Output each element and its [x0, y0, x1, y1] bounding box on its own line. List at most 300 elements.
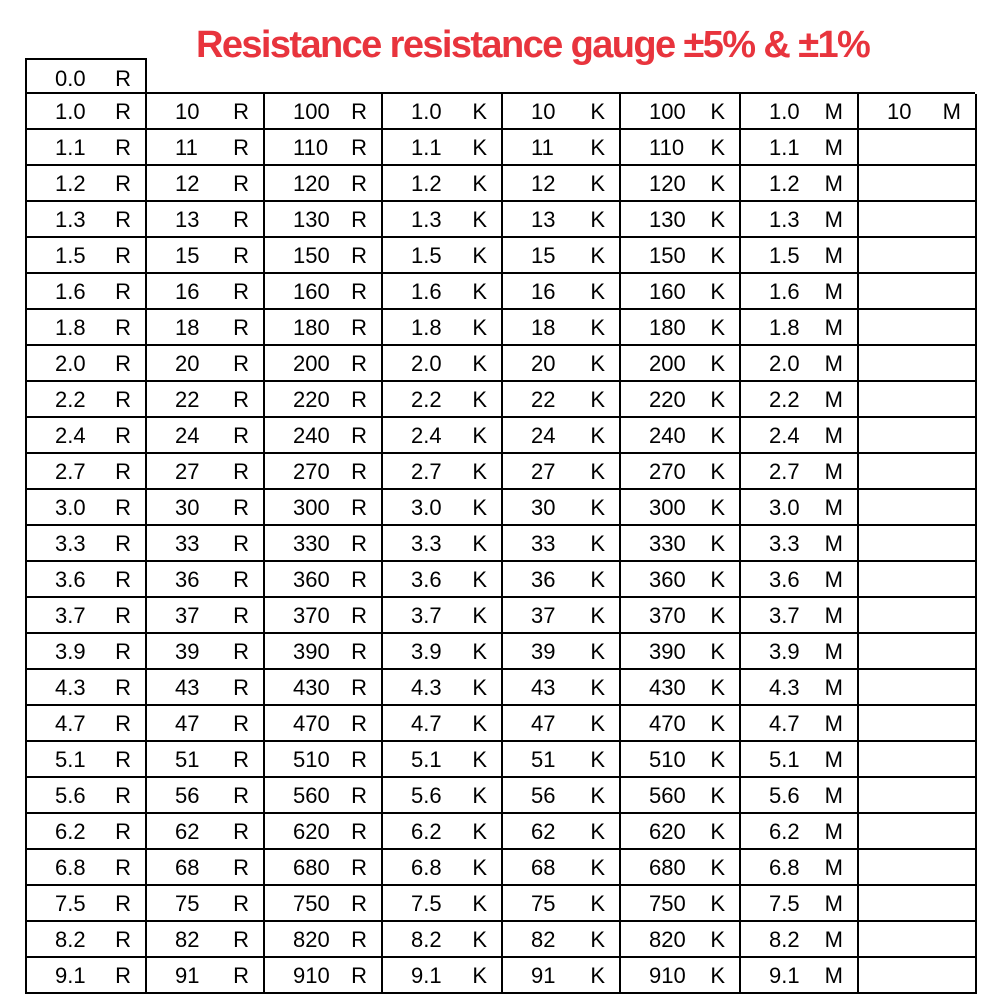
table-cell — [27, 166, 147, 202]
table-cell — [27, 958, 147, 994]
table-cell — [741, 922, 859, 958]
cell-value: 370 — [649, 603, 686, 628]
cell-unit: R — [233, 891, 249, 916]
cell-value: 22 — [531, 387, 556, 412]
cell-unit: M — [824, 567, 843, 592]
cell-value: 200 — [293, 351, 330, 376]
table-cell — [621, 454, 741, 490]
cell-unit: R — [351, 315, 367, 340]
table-cell — [383, 670, 503, 706]
table-cell — [265, 886, 383, 922]
table-cell — [265, 310, 383, 346]
table-cell — [265, 742, 383, 778]
table-cell — [265, 346, 383, 382]
cell-unit: K — [590, 243, 605, 268]
cell-unit: K — [710, 891, 725, 916]
cell-unit: K — [710, 207, 725, 232]
cell-unit: R — [233, 243, 249, 268]
cell-value: 1.2 — [411, 171, 442, 196]
cell-value: 2.4 — [411, 423, 442, 448]
cell-unit: K — [472, 891, 487, 916]
cell-value: 820 — [649, 927, 686, 952]
cell-unit: R — [115, 315, 131, 340]
table-cell — [503, 238, 621, 274]
cell-value: 270 — [293, 459, 330, 484]
cell-unit: R — [115, 99, 131, 124]
table-cell — [859, 454, 977, 490]
cell-value: 390 — [649, 639, 686, 664]
table-cell — [621, 922, 741, 958]
cell-value: 6.8 — [769, 855, 800, 880]
cell-value: 5.6 — [55, 783, 86, 808]
table-cell — [383, 634, 503, 670]
cell-value: 6.8 — [55, 855, 86, 880]
cell-value: 24 — [175, 423, 200, 448]
cell-unit: K — [710, 99, 725, 124]
table-cell — [27, 94, 147, 130]
table-cell — [383, 706, 503, 742]
cell-unit: K — [472, 207, 487, 232]
table-cell — [503, 454, 621, 490]
cell-unit: R — [115, 279, 131, 304]
cell-value: 430 — [293, 675, 330, 700]
cell-unit: R — [233, 171, 249, 196]
cell-value: 560 — [649, 783, 686, 808]
table-cell — [147, 202, 265, 238]
cell-value: 3.9 — [55, 639, 86, 664]
table-cell — [147, 742, 265, 778]
cell-value: 3.6 — [411, 567, 442, 592]
table-cell — [741, 454, 859, 490]
cell-value: 68 — [175, 855, 200, 880]
table-cell — [147, 958, 265, 994]
table-cell — [859, 418, 977, 454]
cell-unit: K — [710, 819, 725, 844]
cell-unit: R — [115, 855, 131, 880]
cell-value: 20 — [175, 351, 200, 376]
table-cell — [621, 526, 741, 562]
cell-unit: K — [590, 747, 605, 772]
cell-unit: R — [233, 783, 249, 808]
table-cell — [503, 598, 621, 634]
cell-unit: M — [824, 603, 843, 628]
cell-value: 3.3 — [769, 531, 800, 556]
cell-unit: K — [710, 315, 725, 340]
cell-value: 470 — [293, 711, 330, 736]
table-cell — [741, 202, 859, 238]
cell-value: 10 — [531, 99, 556, 124]
table-cell — [27, 490, 147, 526]
cell-value: 47 — [175, 711, 200, 736]
cell-unit: K — [472, 711, 487, 736]
cell-unit: M — [824, 819, 843, 844]
table-cell — [27, 598, 147, 634]
cell-unit: R — [351, 927, 367, 952]
cell-value: 330 — [649, 531, 686, 556]
cell-unit: R — [351, 387, 367, 412]
table-cell — [859, 166, 977, 202]
cell-value: 33 — [175, 531, 200, 556]
table-cell — [621, 814, 741, 850]
cell-unit: M — [824, 387, 843, 412]
cell-value: 1.1 — [55, 135, 86, 160]
table-cell — [147, 670, 265, 706]
cell-value: 2.7 — [55, 459, 86, 484]
table-cell — [621, 418, 741, 454]
table-cell — [621, 490, 741, 526]
cell-value: 9.1 — [769, 963, 800, 988]
table-cell — [147, 814, 265, 850]
table-cell — [147, 490, 265, 526]
table-cell — [621, 598, 741, 634]
cell-value: 3.3 — [411, 531, 442, 556]
cell-unit: R — [115, 639, 131, 664]
table-cell — [27, 922, 147, 958]
cell-unit: K — [710, 531, 725, 556]
cell-value: 27 — [175, 459, 200, 484]
table-cell — [503, 310, 621, 346]
cell-unit: R — [351, 963, 367, 988]
cell-unit: K — [710, 387, 725, 412]
cell-value: 0.0 — [55, 66, 86, 91]
table-cell — [859, 490, 977, 526]
table-cell — [741, 346, 859, 382]
table-cell — [147, 922, 265, 958]
cell-value: 6.8 — [411, 855, 442, 880]
table-cell — [621, 742, 741, 778]
table-cell — [383, 598, 503, 634]
table-cell — [265, 418, 383, 454]
cell-unit: K — [590, 639, 605, 664]
cell-unit: K — [590, 927, 605, 952]
cell-value: 430 — [649, 675, 686, 700]
cell-unit: M — [942, 99, 961, 124]
cell-value: 300 — [649, 495, 686, 520]
cell-value: 6.2 — [55, 819, 86, 844]
table-cell — [503, 94, 621, 130]
cell-unit: R — [115, 891, 131, 916]
table-cell — [147, 346, 265, 382]
cell-value: 820 — [293, 927, 330, 952]
cell-unit: K — [590, 135, 605, 160]
cell-value: 1.8 — [55, 315, 86, 340]
table-cell — [859, 202, 977, 238]
table-cell — [147, 274, 265, 310]
cell-value: 1.3 — [411, 207, 442, 232]
table-cell — [147, 850, 265, 886]
cell-unit: R — [115, 351, 131, 376]
cell-unit: K — [710, 279, 725, 304]
table-cell — [27, 202, 147, 238]
table-cell — [859, 94, 977, 130]
cell-value: 5.1 — [411, 747, 442, 772]
cell-value: 2.7 — [769, 459, 800, 484]
table-cell — [265, 94, 383, 130]
cell-value: 1.8 — [411, 315, 442, 340]
table-cell — [147, 706, 265, 742]
cell-unit: R — [115, 711, 131, 736]
table-cell — [265, 202, 383, 238]
cell-unit: R — [115, 66, 131, 91]
table-cell — [265, 958, 383, 994]
table-cell — [503, 418, 621, 454]
table-cell — [383, 202, 503, 238]
cell-value: 75 — [531, 891, 556, 916]
cell-unit: R — [115, 747, 131, 772]
cell-value: 56 — [175, 783, 200, 808]
table-cell — [503, 166, 621, 202]
cell-unit: K — [590, 603, 605, 628]
table-cell — [859, 922, 977, 958]
cell-unit: R — [351, 459, 367, 484]
cell-unit: R — [233, 351, 249, 376]
cell-unit: R — [115, 675, 131, 700]
cell-unit: K — [710, 675, 725, 700]
cell-unit: M — [824, 279, 843, 304]
table-cell — [741, 598, 859, 634]
cell-unit: R — [351, 819, 367, 844]
table-cell — [741, 814, 859, 850]
cell-value: 3.3 — [55, 531, 86, 556]
table-cell — [503, 346, 621, 382]
table-cell — [147, 598, 265, 634]
cell-unit: K — [710, 603, 725, 628]
table-cell — [741, 382, 859, 418]
cell-value: 750 — [293, 891, 330, 916]
table-cell — [27, 814, 147, 850]
table-cell — [741, 778, 859, 814]
cell-value: 3.0 — [411, 495, 442, 520]
cell-unit: K — [710, 711, 725, 736]
table-cell — [503, 922, 621, 958]
table-cell — [503, 526, 621, 562]
cell-unit: K — [472, 279, 487, 304]
table-cell — [265, 706, 383, 742]
cell-unit: K — [472, 423, 487, 448]
table-cell — [147, 382, 265, 418]
cell-unit: R — [351, 279, 367, 304]
cell-value: 39 — [175, 639, 200, 664]
cell-unit: R — [115, 963, 131, 988]
cell-unit: K — [472, 135, 487, 160]
cell-unit: R — [115, 135, 131, 160]
cell-value: 4.7 — [769, 711, 800, 736]
cell-unit: R — [233, 747, 249, 772]
cell-unit: M — [824, 423, 843, 448]
cell-value: 4.3 — [769, 675, 800, 700]
cell-unit: M — [824, 927, 843, 952]
cell-unit: R — [233, 567, 249, 592]
table-cell — [265, 814, 383, 850]
cell-unit: K — [710, 639, 725, 664]
cell-unit: K — [472, 531, 487, 556]
cell-value: 2.0 — [411, 351, 442, 376]
cell-unit: M — [824, 747, 843, 772]
cell-value: 43 — [175, 675, 200, 700]
table-cell — [741, 238, 859, 274]
cell-unit: K — [710, 855, 725, 880]
cell-value: 7.5 — [769, 891, 800, 916]
table-cell — [27, 274, 147, 310]
cell-unit: R — [115, 531, 131, 556]
cell-value: 16 — [175, 279, 200, 304]
cell-unit: R — [351, 747, 367, 772]
table-cell — [859, 346, 977, 382]
cell-unit: R — [115, 207, 131, 232]
cell-unit: R — [351, 567, 367, 592]
cell-unit: K — [472, 927, 487, 952]
cell-value: 330 — [293, 531, 330, 556]
cell-value: 510 — [649, 747, 686, 772]
table-cell — [383, 346, 503, 382]
table-cell — [859, 598, 977, 634]
table-cell — [621, 958, 741, 994]
table-cell — [859, 958, 977, 994]
table-cell — [621, 94, 741, 130]
page-title: Resistance resistance gauge ±5% & ±1% — [196, 24, 870, 66]
table-cell — [147, 454, 265, 490]
cell-value: 51 — [175, 747, 200, 772]
cell-value: 9.1 — [55, 963, 86, 988]
cell-unit: M — [824, 171, 843, 196]
table-cell — [741, 418, 859, 454]
cell-value: 62 — [175, 819, 200, 844]
cell-unit: M — [824, 243, 843, 268]
cell-unit: M — [824, 315, 843, 340]
cell-unit: K — [472, 639, 487, 664]
cell-unit: R — [115, 495, 131, 520]
cell-value: 2.7 — [411, 459, 442, 484]
table-cell — [383, 922, 503, 958]
cell-value: 1.3 — [769, 207, 800, 232]
cell-unit: M — [824, 639, 843, 664]
cell-unit: M — [824, 207, 843, 232]
cell-unit: K — [590, 315, 605, 340]
cell-value: 620 — [293, 819, 330, 844]
cell-unit: R — [115, 423, 131, 448]
table-cell — [859, 238, 977, 274]
table-cell — [859, 310, 977, 346]
cell-value: 910 — [649, 963, 686, 988]
cell-unit: K — [472, 783, 487, 808]
cell-value: 9.1 — [411, 963, 442, 988]
table-cell — [27, 454, 147, 490]
cell-value: 68 — [531, 855, 556, 880]
cell-unit: R — [233, 315, 249, 340]
cell-unit: R — [351, 711, 367, 736]
cell-value: 470 — [649, 711, 686, 736]
cell-unit: K — [710, 495, 725, 520]
table-cell — [265, 130, 383, 166]
cell-unit: R — [233, 423, 249, 448]
table-cell — [265, 598, 383, 634]
table-cell — [265, 238, 383, 274]
cell-value: 91 — [531, 963, 556, 988]
cell-value: 1.6 — [55, 279, 86, 304]
cell-value: 3.7 — [55, 603, 86, 628]
cell-value: 1.1 — [411, 135, 442, 160]
table-cell — [503, 886, 621, 922]
cell-value: 5.6 — [769, 783, 800, 808]
table-cell — [859, 886, 977, 922]
table-cell — [859, 382, 977, 418]
cell-value: 3.0 — [55, 495, 86, 520]
table-cell — [503, 490, 621, 526]
cell-unit: K — [710, 459, 725, 484]
table-cell — [265, 490, 383, 526]
cell-value: 62 — [531, 819, 556, 844]
cell-value: 240 — [293, 423, 330, 448]
cell-unit: R — [233, 675, 249, 700]
table-cell — [503, 778, 621, 814]
table-cell — [741, 850, 859, 886]
cell-value: 130 — [649, 207, 686, 232]
table-cell — [621, 706, 741, 742]
cell-value: 37 — [175, 603, 200, 628]
cell-value: 120 — [293, 171, 330, 196]
cell-value: 1.0 — [769, 99, 800, 124]
cell-value: 33 — [531, 531, 556, 556]
cell-value: 1.5 — [55, 243, 86, 268]
cell-value: 4.3 — [411, 675, 442, 700]
cell-value: 51 — [531, 747, 556, 772]
cell-value: 36 — [175, 567, 200, 592]
table-cell — [859, 814, 977, 850]
cell-value: 130 — [293, 207, 330, 232]
cell-value: 560 — [293, 783, 330, 808]
table-cell — [741, 634, 859, 670]
cell-value: 82 — [531, 927, 556, 952]
cell-unit: K — [710, 243, 725, 268]
cell-value: 82 — [175, 927, 200, 952]
cell-value: 180 — [293, 315, 330, 340]
cell-unit: R — [115, 819, 131, 844]
table-cell — [503, 742, 621, 778]
table-cell — [147, 634, 265, 670]
cell-unit: K — [710, 423, 725, 448]
table-cell — [147, 94, 265, 130]
table-cell — [741, 274, 859, 310]
cell-unit: K — [472, 495, 487, 520]
cell-unit: K — [710, 351, 725, 376]
cell-value: 370 — [293, 603, 330, 628]
cell-value: 2.2 — [55, 387, 86, 412]
cell-unit: R — [233, 855, 249, 880]
cell-unit: K — [710, 927, 725, 952]
cell-value: 3.0 — [769, 495, 800, 520]
cell-value: 39 — [531, 639, 556, 664]
cell-unit: K — [472, 171, 487, 196]
table-cell — [265, 850, 383, 886]
table-cell — [383, 742, 503, 778]
table-cell — [27, 130, 147, 166]
table-cell — [265, 922, 383, 958]
cell-value: 1.3 — [55, 207, 86, 232]
table-cell — [621, 310, 741, 346]
cell-unit: M — [824, 351, 843, 376]
cell-unit: K — [590, 423, 605, 448]
table-cell — [147, 562, 265, 598]
cell-value: 8.2 — [411, 927, 442, 952]
cell-value: 8.2 — [769, 927, 800, 952]
cell-unit: R — [351, 891, 367, 916]
table-cell — [859, 742, 977, 778]
table-cell — [621, 562, 741, 598]
cell-unit: R — [115, 603, 131, 628]
cell-value: 120 — [649, 171, 686, 196]
table-cell — [621, 166, 741, 202]
cell-unit: R — [115, 459, 131, 484]
